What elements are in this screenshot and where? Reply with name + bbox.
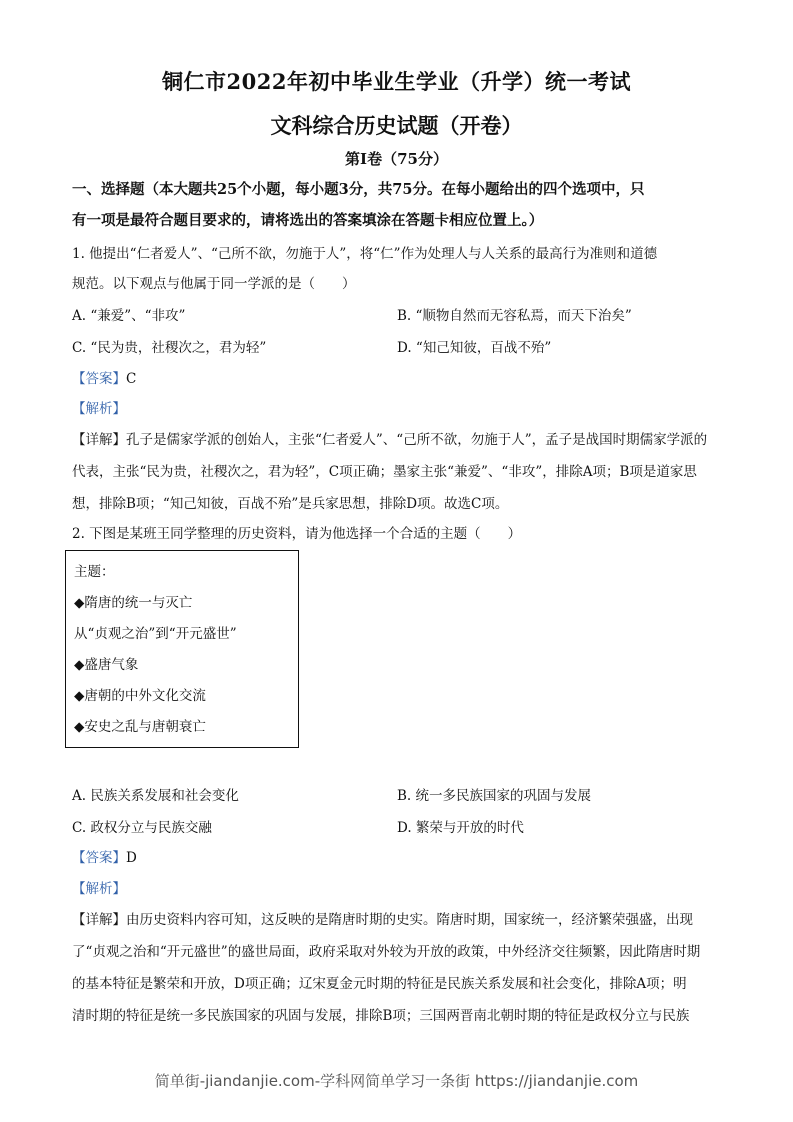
box-item: ◆安史之乱与唐朝衰亡 bbox=[74, 719, 206, 735]
q1-answer bbox=[72, 369, 722, 389]
q1-option-b: B. “顺物自然而无容私焉，而天下治矣” bbox=[397, 308, 632, 324]
exam-subtitle: 文科综合历史试题（开卷） bbox=[270, 113, 523, 138]
q1-option-d: D. “知己知彼，百战不殆” bbox=[397, 340, 552, 356]
q1-option-c: C. “民为贵，社稷次之，君为轻” bbox=[72, 340, 267, 356]
q2-stem: 2. 下图是某班王同学整理的历史资料，请为他选择一个合适的主题（ ） bbox=[72, 526, 522, 542]
volume-label: 第I卷（75分） bbox=[345, 150, 448, 168]
q1-detail-1: 【详解】孔子是儒家学派的创始人，主张“仁者爱人”、“己所不欲，勿施于人”，孟子是战国时期儒家学派的 bbox=[72, 432, 708, 448]
q2-detail-3: 的基本特征是繁荣和开放，D项正确；辽宋夏金元时期的特征是民族关系发展和社会变化，排除A项；明 bbox=[72, 976, 687, 992]
q2-material-box bbox=[65, 550, 299, 748]
footer-watermark: 简单街-jiandanjie.com-学科网简单学习一条街 https://jiandanjie.com bbox=[154, 1072, 639, 1090]
q2-option-a: A. 民族关系发展和社会变化 bbox=[72, 788, 239, 804]
q2-option-d: D. 繁荣与开放的时代 bbox=[397, 820, 524, 836]
answer-tag: 【答案】 bbox=[72, 850, 126, 866]
q1-stem-1: 1. 他提出“仁者爱人”、“己所不欲，勿施于人”，将“仁”作为处理人与人关系的最高行为准则和道德 bbox=[72, 246, 658, 262]
box-item: ◆盛唐气象 bbox=[74, 657, 139, 673]
q1-analysis-tag: 【解析】 bbox=[72, 401, 126, 417]
q1-detail-3: 想，排除B项；“知己知彼，百战不殆”是兵家思想，排除D项。故选C项。 bbox=[72, 496, 509, 512]
box-item: ◆唐朝的中外文化交流 bbox=[74, 688, 206, 704]
q2-answer bbox=[72, 848, 722, 868]
answer-value: C bbox=[126, 371, 137, 387]
q1-stem-2: 规范。以下观点与他属于同一学派的是（ ） bbox=[72, 276, 356, 292]
box-heading: 主题： bbox=[74, 564, 115, 580]
q1-option-a: A. “兼爱”、“非攻” bbox=[72, 308, 186, 324]
q2-analysis-tag: 【解析】 bbox=[72, 881, 126, 897]
exam-title: 铜仁市2022年初中毕业生学业（升学）统一考试 bbox=[162, 69, 631, 94]
section-instruction-1: 一、选择题（本大题共25个小题，每小题3分，共75分。在每小题给出的四个选项中，只 bbox=[72, 181, 645, 198]
answer-value: D bbox=[126, 850, 137, 866]
q2-option-b: B. 统一多民族国家的巩固与发展 bbox=[397, 788, 592, 804]
section-instruction-2: 有一项是最符合题目要求的，请将选出的答案填涂在答题卡相应位置上。） bbox=[72, 212, 544, 229]
q1-detail-2: 代表，主张“民为贵，社稷次之，君为轻”，C项正确；墨家主张“兼爱”、“非攻”，排除A项；B项是道家思 bbox=[72, 464, 697, 480]
q2-detail-4: 清时期的特征是统一多民族国家的巩固与发展，排除B项；三国两晋南北朝时期的特征是政权分立与民族 bbox=[72, 1008, 690, 1024]
box-item: ◆隋唐的统一与灭亡 bbox=[74, 595, 193, 611]
box-item: 从“贞观之治”到“开元盛世” bbox=[74, 626, 237, 642]
answer-tag: 【答案】 bbox=[72, 371, 126, 387]
q2-option-c: C. 政权分立与民族交融 bbox=[72, 820, 212, 836]
q2-detail-1: 【详解】由历史资料内容可知，这反映的是隋唐时期的史实。隋唐时期，国家统一，经济繁荣强盛，出现 bbox=[72, 912, 693, 928]
q2-detail-2: 了“贞观之治和“开元盛世”的盛世局面，政府采取对外较为开放的政策，中外经济交往频繁，因此隋唐时期 bbox=[72, 944, 701, 960]
